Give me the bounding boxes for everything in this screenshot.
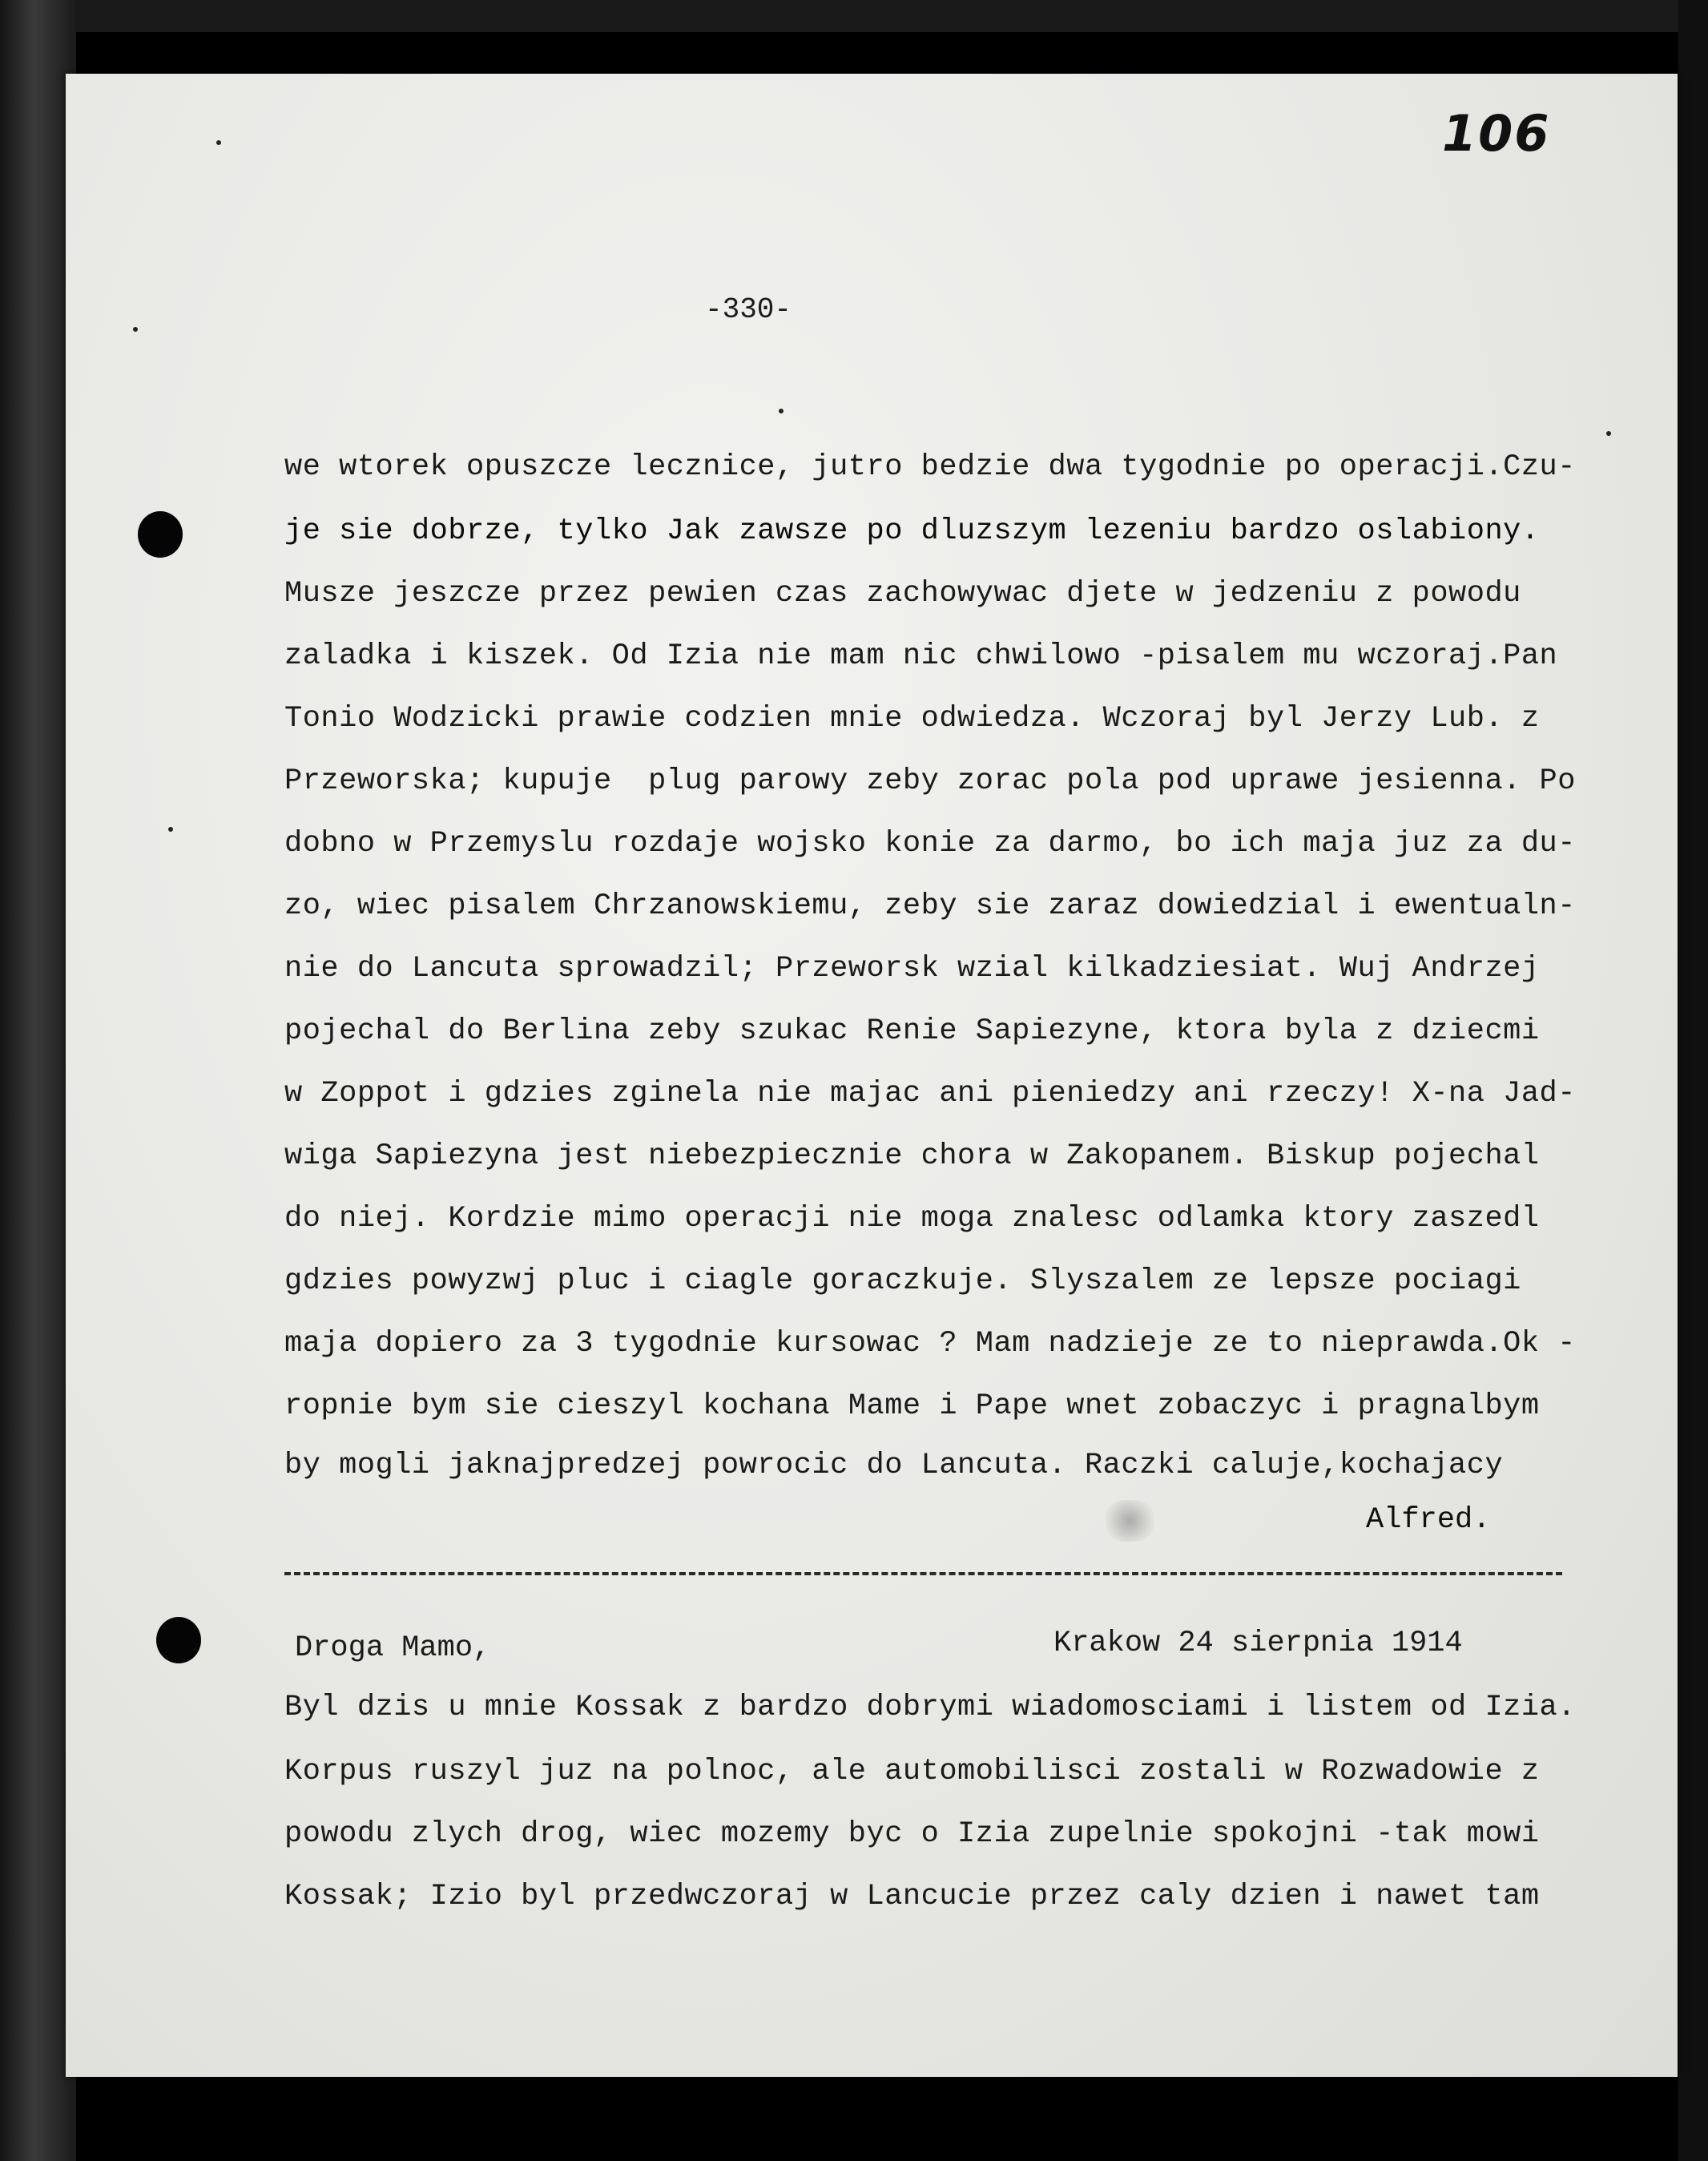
letter-line: Tonio Wodzicki prawie codzien mnie odwiedza. Wczoraj byl Jerzy Lub. z: [284, 702, 1540, 736]
letter-line: powodu zlych drog, wiec mozemy byc o Izia zupelnie spokojni -tak mowi: [284, 1817, 1540, 1851]
letter-line: pojechal do Berlina zeby szukac Renie Sapiezyne, ktora byla z dziecmi: [284, 1014, 1540, 1048]
letter-line: w Zoppot i gdzies zginela nie majac ani pieniedzy ani rzeczy! X-na Jad-: [284, 1077, 1576, 1111]
letter-line: zo, wiec pisalem Chrzanowskiemu, zeby sie zaraz dowiedzial i ewentualn-: [284, 889, 1576, 923]
letter-line: ropnie bym sie cieszyl kochana Mame i Pape wnet zobaczyc i pragnalbym: [284, 1389, 1540, 1423]
letter-line: wiga Sapiezyna jest niebezpiecznie chora w Zakopanem. Biskup pojechal: [284, 1139, 1540, 1173]
ink-stain: [1106, 1500, 1154, 1542]
letter-line: je sie dobrze, tylko Jak zawsze po dluzszym lezeniu bardzo oslabiony.: [284, 514, 1540, 548]
dust-speck: [133, 327, 138, 332]
dust-speck: [779, 409, 784, 413]
letter-line: nie do Lancuta sprowadzil; Przeworsk wzial kilkadziesiat. Wuj Andrzej: [284, 952, 1540, 986]
salutation: Droga Mamo,: [295, 1631, 491, 1665]
letter-line: Przeworska; kupuje plug parowy zeby zorac pola pod uprawe jesienna. Po: [284, 764, 1576, 798]
signature-alfred: Alfred.: [1366, 1503, 1491, 1537]
letter-line: Kossak; Izio byl przedwczoraj w Lancucie przez caly dzien i nawet tam: [284, 1880, 1540, 1913]
letter-line: we wtorek opuszcze lecznice, jutro bedzie dwa tygodnie po operacji.Czu-: [284, 450, 1576, 484]
letter-line: gdzies powyzwj pluc i ciagle goraczkuje. Slyszalem ze lepsze pociagi: [284, 1264, 1521, 1298]
handwritten-page-number: 106: [1442, 104, 1551, 163]
dateline: Krakow 24 sierpnia 1914: [1053, 1627, 1463, 1660]
dust-speck: [168, 827, 173, 832]
film-border-right: [1678, 0, 1708, 2161]
dust-speck: [1606, 431, 1611, 436]
letter-line: do niej. Kordzie mimo operacji nie moga znalesc odlamka ktory zaszedl: [284, 1202, 1540, 1236]
letter-line: maja dopiero za 3 tygodnie kursowac ? Mam nadzieje ze to nieprawda.Ok -: [284, 1327, 1576, 1361]
letter-line: dobno w Przemyslu rozdaje wojsko konie za darmo, bo ich maja juz za du-: [284, 827, 1576, 861]
letter-line: Korpus ruszyl juz na polnoc, ale automobilisci zostali w Rozwadowie z: [284, 1755, 1540, 1788]
film-border-left: [0, 0, 76, 2161]
section-divider: [284, 1572, 1562, 1575]
letter-line: Musze jeszcze przez pewien czas zachowywac djete w jedzeniu z powodu: [284, 577, 1521, 611]
letter-line: zaladka i kiszek. Od Izia nie mam nic chwilowo -pisalem mu wczoraj.Pan: [284, 639, 1558, 673]
typed-page-number: -330-: [705, 293, 792, 326]
letter-line: Byl dzis u mnie Kossak z bardzo dobrymi wiadomosciami i listem od Izia.: [284, 1691, 1576, 1724]
letter-line: by mogli jaknajpredzej powrocic do Lancuta. Raczki caluje,kochajacy: [284, 1449, 1504, 1482]
film-border-top: [76, 0, 1678, 32]
punch-hole-top: [138, 511, 183, 558]
punch-hole-bottom: [156, 1617, 201, 1663]
dust-speck: [216, 140, 221, 145]
